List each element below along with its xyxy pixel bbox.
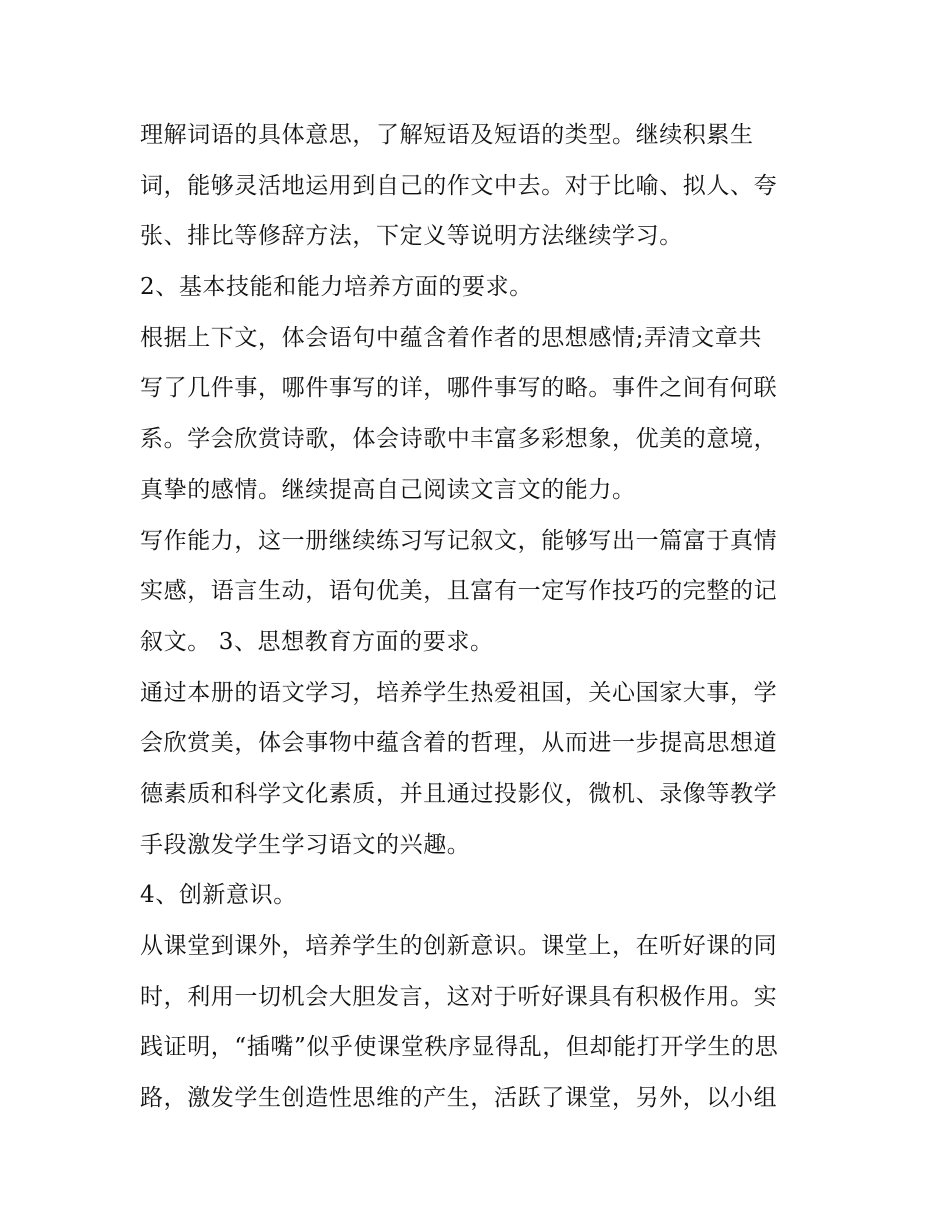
text-line: 会欣赏美，体会事物中蕴含着的哲理，从而进一步提高思想道 [140,730,778,757]
text-line: 系。学会欣赏诗歌，体会诗歌中丰富多彩想象，优美的意境， [140,426,778,453]
document-body-text [140,110,830,1124]
text-line: 践证明，“插嘴”似乎使课堂秩序显得乱，但却能打开学生的思 [140,1034,779,1061]
text-line: 通过本册的语文学习，培养学生热爱祖国，关心国家大事，学 [140,679,778,706]
section-heading-4: 4、创新意识。 [140,882,297,909]
text-line: 写作能力，这一册继续练习写记叙文，能够写出一篇富于真情 [140,527,778,554]
text-line: 时，利用一切机会大胆发言，这对于听好课具有积极作用。实 [140,983,778,1010]
text-line: 根据上下文，体会语句中蕴含着作者的思想感情;弄清文章共 [140,324,762,351]
text-line: 从课堂到课外，培养学生的创新意识。课堂上，在听好课的同 [140,933,778,959]
section-heading-2: 2、基本技能和能力培养方面的要求。 [140,274,533,301]
text-line: 叙文。 3、思想教育方面的要求。 [140,628,494,655]
text-line: 路，激发学生创造性思维的产生，活跃了课堂，另外，以小组 [140,1085,778,1112]
text-line: 手段激发学生学习语文的兴趣。 [140,831,471,858]
text-line: 理解词语的具体意思，了解短语及短语的类型。继续积累生 [140,122,754,148]
text-line: 德素质和科学文化素质，并且通过投影仪，微机、录像等教学 [140,780,778,807]
text-line: 真挚的感情。继续提高自己阅读文言文的能力。 [140,476,636,503]
text-line: 词，能够灵活地运用到自己的作文中去。对于比喻、拟人、夸 [140,172,778,199]
text-line: 张、排比等修辞方法，下定义等说明方法继续学习。 [140,223,683,250]
text-line: 写了几件事，哪件事写的详，哪件事写的略。事件之间有何联 [140,375,778,402]
text-line: 实感，语言生动，语句优美，且富有一定写作技巧的完整的记 [140,578,778,605]
